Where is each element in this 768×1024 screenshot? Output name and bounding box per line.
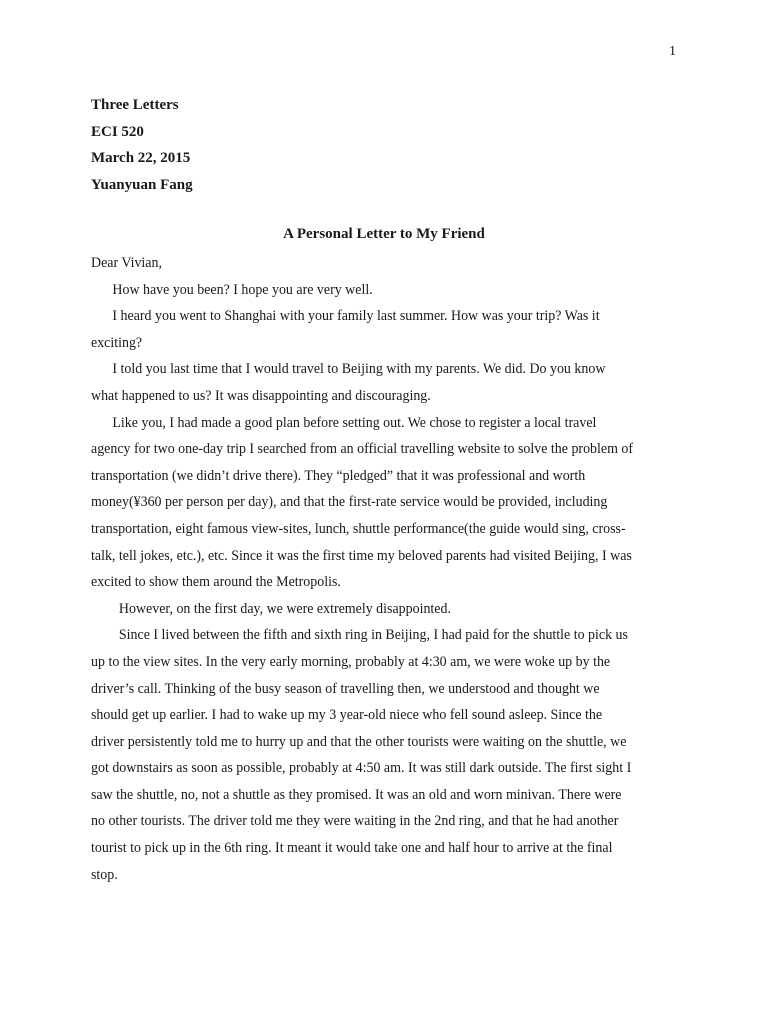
body-line: Since I lived between the fifth and sixth ring in Beijing, I had paid for the shuttle to pick us: [118, 627, 628, 644]
document-title: Three Letters: [91, 97, 179, 113]
body-line: got downstairs as soon as possible, probably at 4:50 am. It was still dark outside. The first sight I: [91, 760, 632, 777]
salutation: Dear Vivian,: [91, 255, 162, 271]
body-line: driver’s call. Thinking of the busy season of travelling then, we understood and thought we: [91, 680, 600, 697]
body-line: Like you, I had made a good plan before setting out. We chose to register a local travel: [112, 414, 597, 431]
course-code: ECI 520: [91, 123, 144, 140]
body-line: exciting?: [91, 334, 143, 351]
letter-title: A Personal Letter to My Friend: [283, 226, 485, 242]
body-line: tourist to pick up in the 6th ring. It meant it would take one and half hour to arrive at the final: [91, 840, 613, 857]
author-name: Yuanyuan Fang: [91, 176, 193, 193]
body-line: should get up earlier. I had to wake up my 3 year-old niece who fell sound asleep. Since the: [91, 707, 603, 724]
body-line: up to the view sites. In the very early morning, probably at 4:30 am, we were woke up by the: [91, 653, 611, 670]
body-line: driver persistently told me to hurry up and that the other tourists were waiting on the shuttle, we: [91, 733, 627, 750]
body-line: agency for two one-day trip I searched from an official travelling website to solve the problem of: [91, 441, 634, 458]
body-line: transportation (we didn’t drive there). They “pledged” that it was professional and worth: [91, 467, 586, 484]
document-header: [91, 92, 193, 198]
body-line: However, on the first day, we were extremely disappointed.: [118, 600, 451, 617]
document-date: March 22, 2015: [91, 150, 191, 166]
body-line: no other tourists. The driver told me they were waiting in the 2nd ring, and that he had another: [91, 813, 619, 830]
body-line: money(¥360 per person per day), and that the first-rate service would be provided, including: [91, 494, 608, 511]
body-line: transportation, eight famous view-sites, lunch, shuttle performance(the guide would sing, cross-: [91, 520, 626, 537]
body-line: stop.: [91, 866, 118, 883]
body-line: I heard you went to Shanghai with your family last summer. How was your trip? Was it: [112, 308, 600, 325]
body-line: excited to show them around the Metropolis.: [91, 574, 341, 591]
body-line: How have you been? I hope you are very well.: [112, 281, 373, 298]
page-number: 1: [669, 44, 676, 59]
letter-body: [91, 250, 677, 888]
body-line: saw the shuttle, no, not a shuttle as they promised. It was an old and worn minivan. There were: [91, 786, 622, 803]
body-line: what happened to us? It was disappointing and discouraging.: [91, 387, 431, 404]
body-line: talk, tell jokes, etc.), etc. Since it was the first time my beloved parents had visited Beijing, I was: [91, 547, 632, 564]
body-line: I told you last time that I would travel to Beijing with my parents. We did. Do you know: [112, 361, 606, 378]
